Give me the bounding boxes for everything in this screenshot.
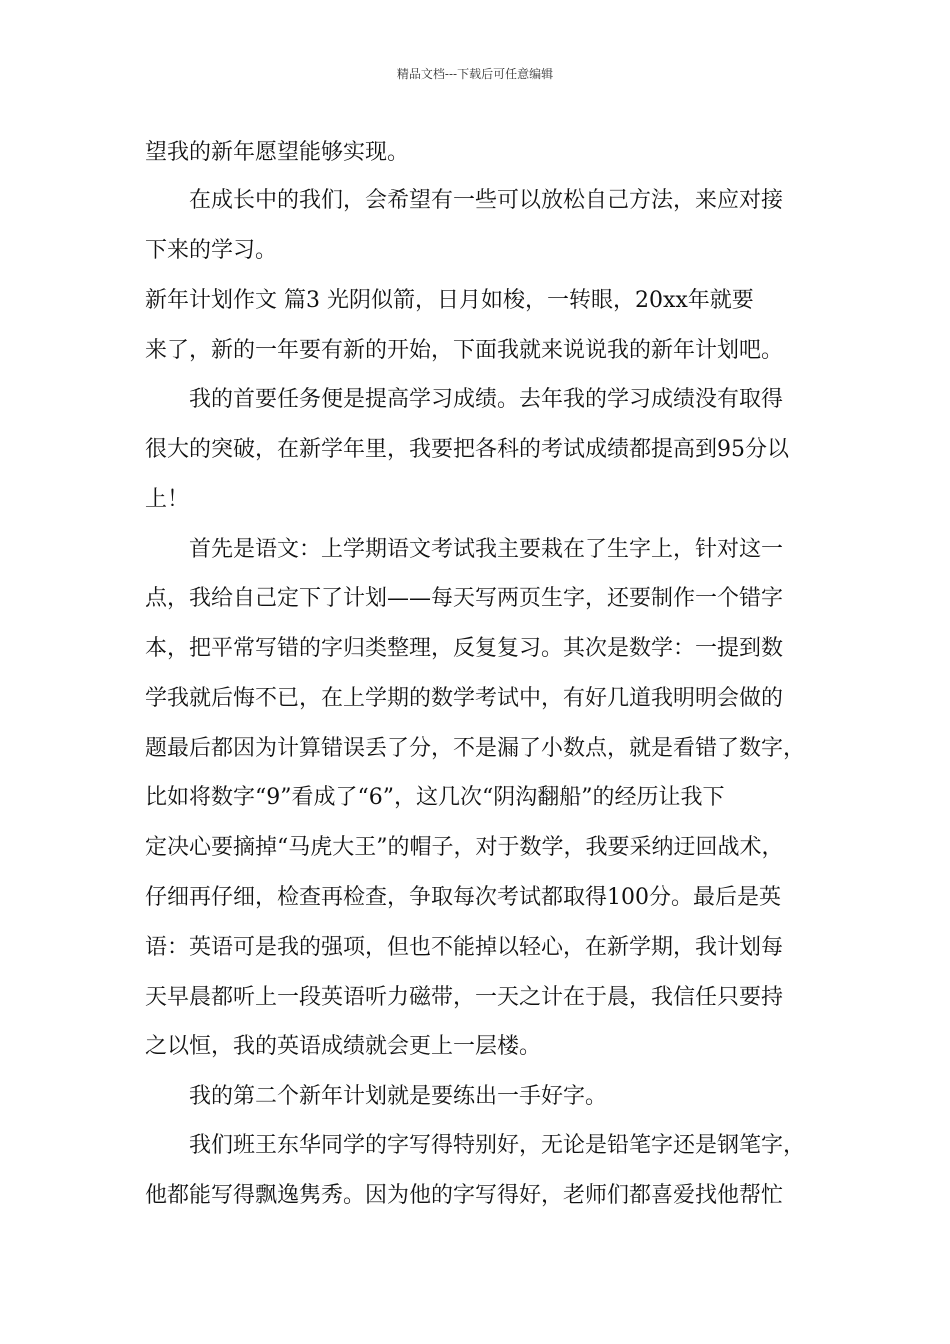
page-header: 精品文档---下载后可任意编辑 — [396, 67, 554, 81]
text-line: 定决心要摘掉“马虎大王”的帽子，对于数学，我要采纳迂回战术， — [145, 835, 784, 860]
text-line: 望我的新年愿望能够实现。 — [145, 140, 410, 165]
text-line: 本，把平常写错的字归类整理，反复复习。其次是数学：一提到数 — [145, 636, 784, 661]
text-line: 他都能写得飘逸隽秀。因为他的字写得好，老师们都喜爱找他帮忙 — [145, 1183, 784, 1208]
paragraph-line: 我的首要任务便是提高学习成绩。去年我的学习成绩没有取得 — [189, 387, 784, 412]
text-line: 比如将数字“9”看成了“6”，这几次“阴沟翻船”的经历让我下 — [145, 785, 725, 810]
text-line: 学我就后悔不已，在上学期的数学考试中，有好几道我明明会做的 — [145, 686, 784, 711]
text-line: 仔细再仔细，检查再检查，争取每次考试都取得100分。最后是英 — [145, 885, 781, 910]
paragraph-line: 我们班王东华同学的字写得特别好，无论是铅笔字还是钢笔字， — [189, 1133, 806, 1158]
paragraph-line: 我的第二个新年计划就是要练出一手好字。 — [189, 1084, 608, 1109]
paragraph-line: 首先是语文：上学期语文考试我主要栽在了生字上，针对这一 — [189, 537, 784, 562]
text-line: 点，我给自己定下了计划——每天写两页生字，还要制作一个错字 — [145, 586, 784, 611]
text-line: 语：英语可是我的强项，但也不能掉以轻心，在新学期，我计划每 — [145, 935, 784, 960]
text-line: 题最后都因为计算错误丢了分，不是漏了小数点，就是看错了数字， — [145, 736, 806, 761]
text-line: 很大的突破，在新学年里，我要把各科的考试成绩都提高到95分以 — [145, 437, 789, 462]
text-line: 天早晨都听上一段英语听力磁带，一天之计在于晨，我信任只要持 — [145, 985, 784, 1010]
text-line: 之以恒，我的英语成绩就会更上一层楼。 — [145, 1034, 542, 1059]
text-line: 下来的学习。 — [145, 238, 278, 263]
text-line: 来了，新的一年要有新的开始，下面我就来说说我的新年计划吧。 — [145, 338, 784, 363]
section-heading-line: 新年计划作文 篇3 光阴似箭，日月如梭，一转眼，20xx年就要 — [145, 288, 754, 313]
paragraph-line: 在成长中的我们，会希望有一些可以放松自己方法，来应对接 — [189, 188, 784, 213]
text-line: 上！ — [145, 487, 190, 512]
